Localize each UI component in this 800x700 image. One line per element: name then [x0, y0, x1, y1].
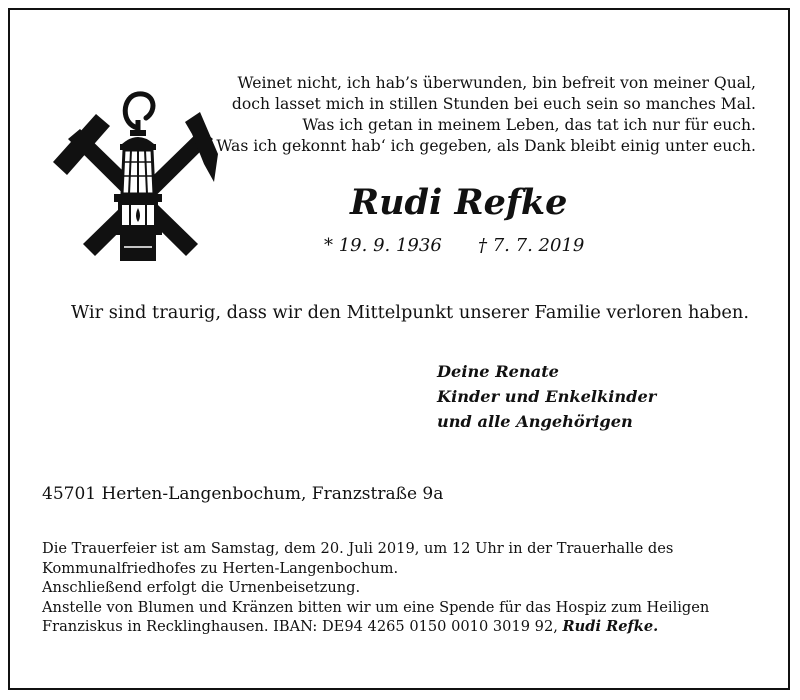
- notice-line: Die Trauerfeier ist am Samstag, dem 20. Juli 2019, um 12 Uhr in der Trauerhalle des: [42, 540, 674, 557]
- funeral-notice: [42, 539, 709, 637]
- poem-line: Was ich getan in meinem Leben, das tat ich nur für euch.: [302, 116, 756, 134]
- birth-date: * 19. 9. 1936: [324, 235, 442, 256]
- mourning-statement: Wir sind traurig, dass wir den Mittelpunkt unserer Familie verloren haben.: [70, 302, 750, 323]
- notice-line: [42, 617, 709, 637]
- notice-line: Anschließend erfolgt die Urnenbeisetzung.: [42, 579, 361, 596]
- signers: [437, 359, 656, 434]
- notice-line: Anstelle von Blumen und Kränzen bitten wir um eine Spende für das Hospiz zum Heiligen: [42, 598, 710, 616]
- family-address: 45701 Herten-Langenbochum, Franzstraße 9a: [42, 484, 444, 504]
- signer-line: und alle Angehörigen: [437, 412, 633, 431]
- signer-line: Deine Renate: [437, 362, 559, 381]
- notice-line: Kommunalfriedhofes zu Herten-Langenbochum.: [42, 559, 399, 577]
- poem-line: doch lasset mich in stillen Stunden bei euch sein so manches Mal.: [231, 95, 756, 113]
- poem-line: Was ich gekonnt hab‘ ich gegeben, als Dank bleibt einig unter euch.: [216, 137, 756, 155]
- notice-frame: [8, 8, 790, 690]
- death-date: † 7. 7. 2019: [478, 235, 585, 256]
- deceased-name: Rudi Refke: [350, 182, 568, 223]
- account-holder: Rudi Refke.: [562, 618, 659, 635]
- signer-line: Kinder und Enkelkinder: [437, 387, 657, 406]
- poem: [196, 73, 756, 157]
- poem-line: Weinet nicht, ich hab’s überwunden, bin befreit von meiner Qual,: [237, 74, 756, 92]
- donation-details: Franziskus in Recklinghausen. IBAN: DE94 4265 0150 0010 3019 92,: [42, 618, 563, 635]
